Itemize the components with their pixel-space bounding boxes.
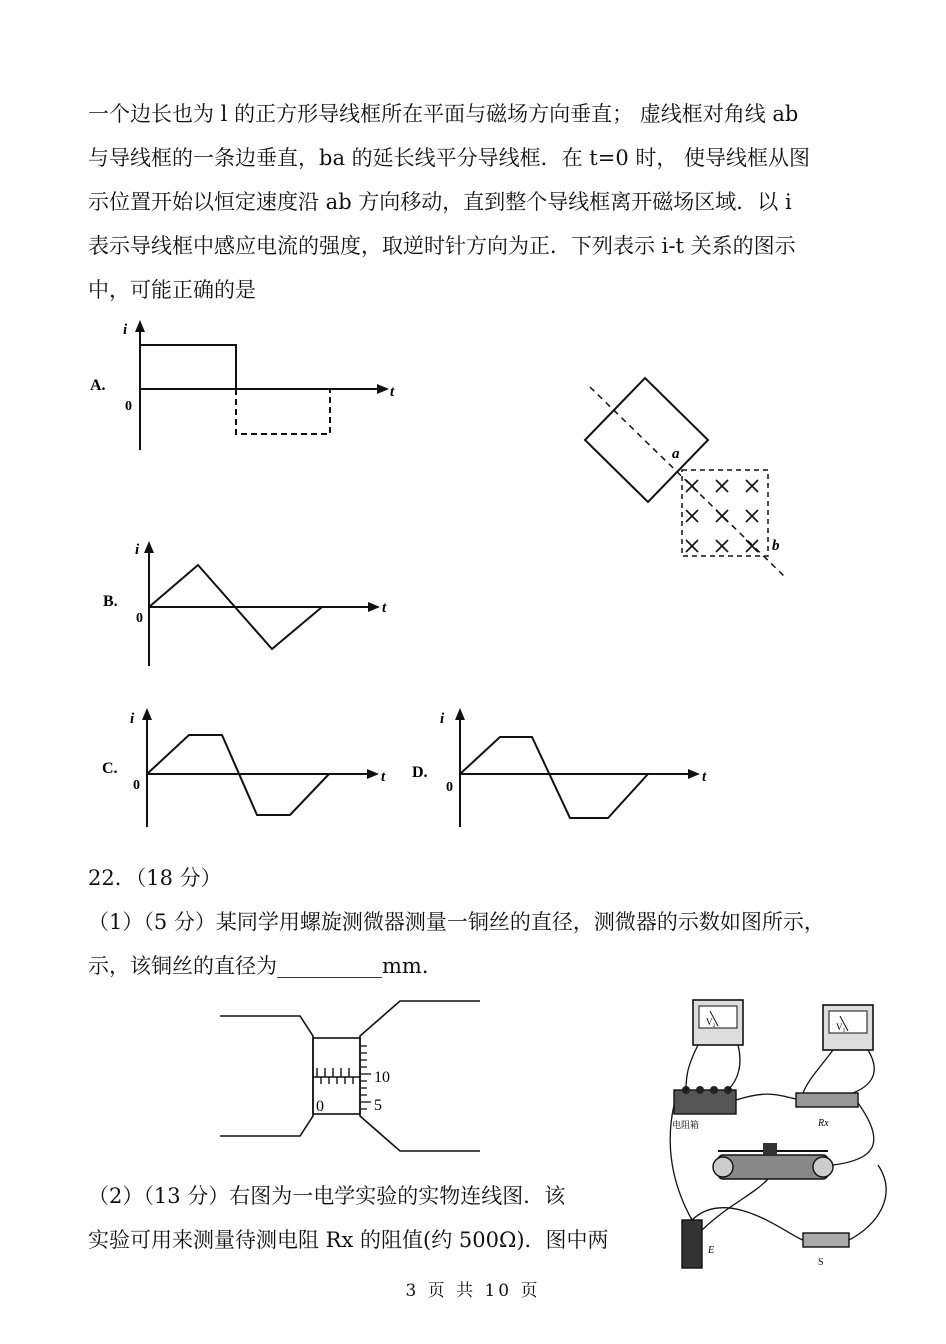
option-b-x-label: t	[382, 600, 387, 616]
rx-label: Rx	[818, 1118, 829, 1129]
option-c-graph	[100, 705, 400, 835]
resistance-box-label: 电阻箱	[672, 1121, 700, 1131]
q22-part1-line-1: （1）（5 分）某同学用螺旋测微器测量一铜丝的直径，测微器的示数如图所示，	[88, 910, 825, 934]
option-c-y-label: i	[130, 711, 135, 727]
battery-e	[682, 1220, 714, 1268]
option-a-label: A.	[90, 377, 106, 394]
q22-part2-line-2: 实验可用来测量待测电阻 Rx 的阻值(约 500Ω)．图中两	[88, 1228, 609, 1252]
micrometer-scale-5: 5	[374, 1097, 382, 1114]
rheostat	[713, 1143, 833, 1179]
point-b-label: b	[772, 538, 780, 554]
page-footer: 3 页 共 10 页	[405, 1281, 541, 1301]
v1-label: V₁	[836, 1022, 846, 1032]
micrometer-thimble-ticks	[360, 1046, 371, 1109]
micrometer-scale-0: 0	[316, 1098, 324, 1115]
option-a-y-label: i	[123, 322, 128, 338]
voltmeter-v2	[693, 1000, 743, 1045]
q22-part1-line-2: 示，该铜丝的直径为__________mm．	[88, 954, 443, 978]
option-d-graph	[410, 705, 720, 835]
battery-label: E	[708, 1245, 715, 1256]
option-d-y-arrow	[455, 708, 465, 720]
micrometer-anvil-outline	[220, 1016, 313, 1136]
magnetic-field-figure	[580, 372, 800, 592]
q21-line-3: 示位置开始以恒定速度沿 ab 方向移动，直到整个导线框离开磁场区域．以 i	[88, 190, 792, 214]
option-a-x-arrow	[377, 384, 389, 394]
micrometer-scale-10: 10	[374, 1069, 390, 1086]
connecting-wires	[670, 1045, 886, 1240]
micrometer-figure	[215, 996, 485, 1156]
option-d-curve	[460, 737, 648, 818]
option-b-label: B.	[103, 593, 118, 610]
q21-line-5: 中，可能正确的是	[88, 278, 256, 302]
option-d-x-arrow	[688, 769, 700, 779]
option-d-y-label: i	[440, 711, 445, 727]
option-a-negative-pulse-dashed	[236, 389, 330, 434]
question-21-text	[88, 92, 868, 312]
option-c-x-label: t	[381, 769, 386, 785]
q22-part2-line-1: （2）（13 分）右图为一电学实验的实物连线图．该	[88, 1184, 566, 1208]
option-c-y-arrow	[142, 708, 152, 720]
option-a-y-arrow	[135, 320, 145, 332]
voltmeter-v1	[823, 1005, 873, 1050]
option-a-graph	[85, 318, 405, 468]
option-d-origin: 0	[446, 780, 453, 795]
option-c-label: C.	[102, 760, 118, 777]
option-a-origin: 0	[125, 399, 132, 414]
option-b-x-arrow	[368, 602, 380, 612]
resistor-rx	[796, 1093, 858, 1129]
option-a-x-label: t	[390, 384, 395, 400]
question-22-header: 22．（18 分）	[88, 866, 222, 890]
option-b-graph	[100, 538, 420, 678]
option-a-positive-pulse	[140, 345, 236, 389]
v2-label: V₂	[706, 1017, 716, 1027]
q21-line-2: 与导线框的一条边垂直，ba 的延长线平分导线框．在 t=0 时， 使导线框从图	[88, 146, 811, 170]
magnetic-field-crosses	[686, 480, 758, 552]
option-b-y-label: i	[135, 542, 140, 558]
q21-line-4: 表示导线框中感应电流的强度，取逆时针方向为正．下列表示 i-t 关系的图示	[88, 234, 796, 258]
option-c-x-arrow	[367, 769, 379, 779]
option-b-y-arrow	[144, 541, 154, 553]
option-d-label: D.	[412, 764, 428, 781]
circuit-apparatus-figure	[668, 995, 903, 1275]
option-b-origin: 0	[136, 611, 143, 626]
switch-s	[803, 1233, 849, 1268]
point-a-label: a	[672, 446, 680, 462]
q21-line-1: 一个边长也为 l 的正方形导线框所在平面与磁场方向垂直； 虚线框对角线 ab	[88, 102, 799, 126]
switch-label: S	[818, 1257, 824, 1268]
option-c-origin: 0	[133, 778, 140, 793]
option-d-x-label: t	[702, 769, 707, 785]
resistance-box	[672, 1086, 736, 1131]
micrometer-main-scale-ticks	[317, 1068, 353, 1084]
